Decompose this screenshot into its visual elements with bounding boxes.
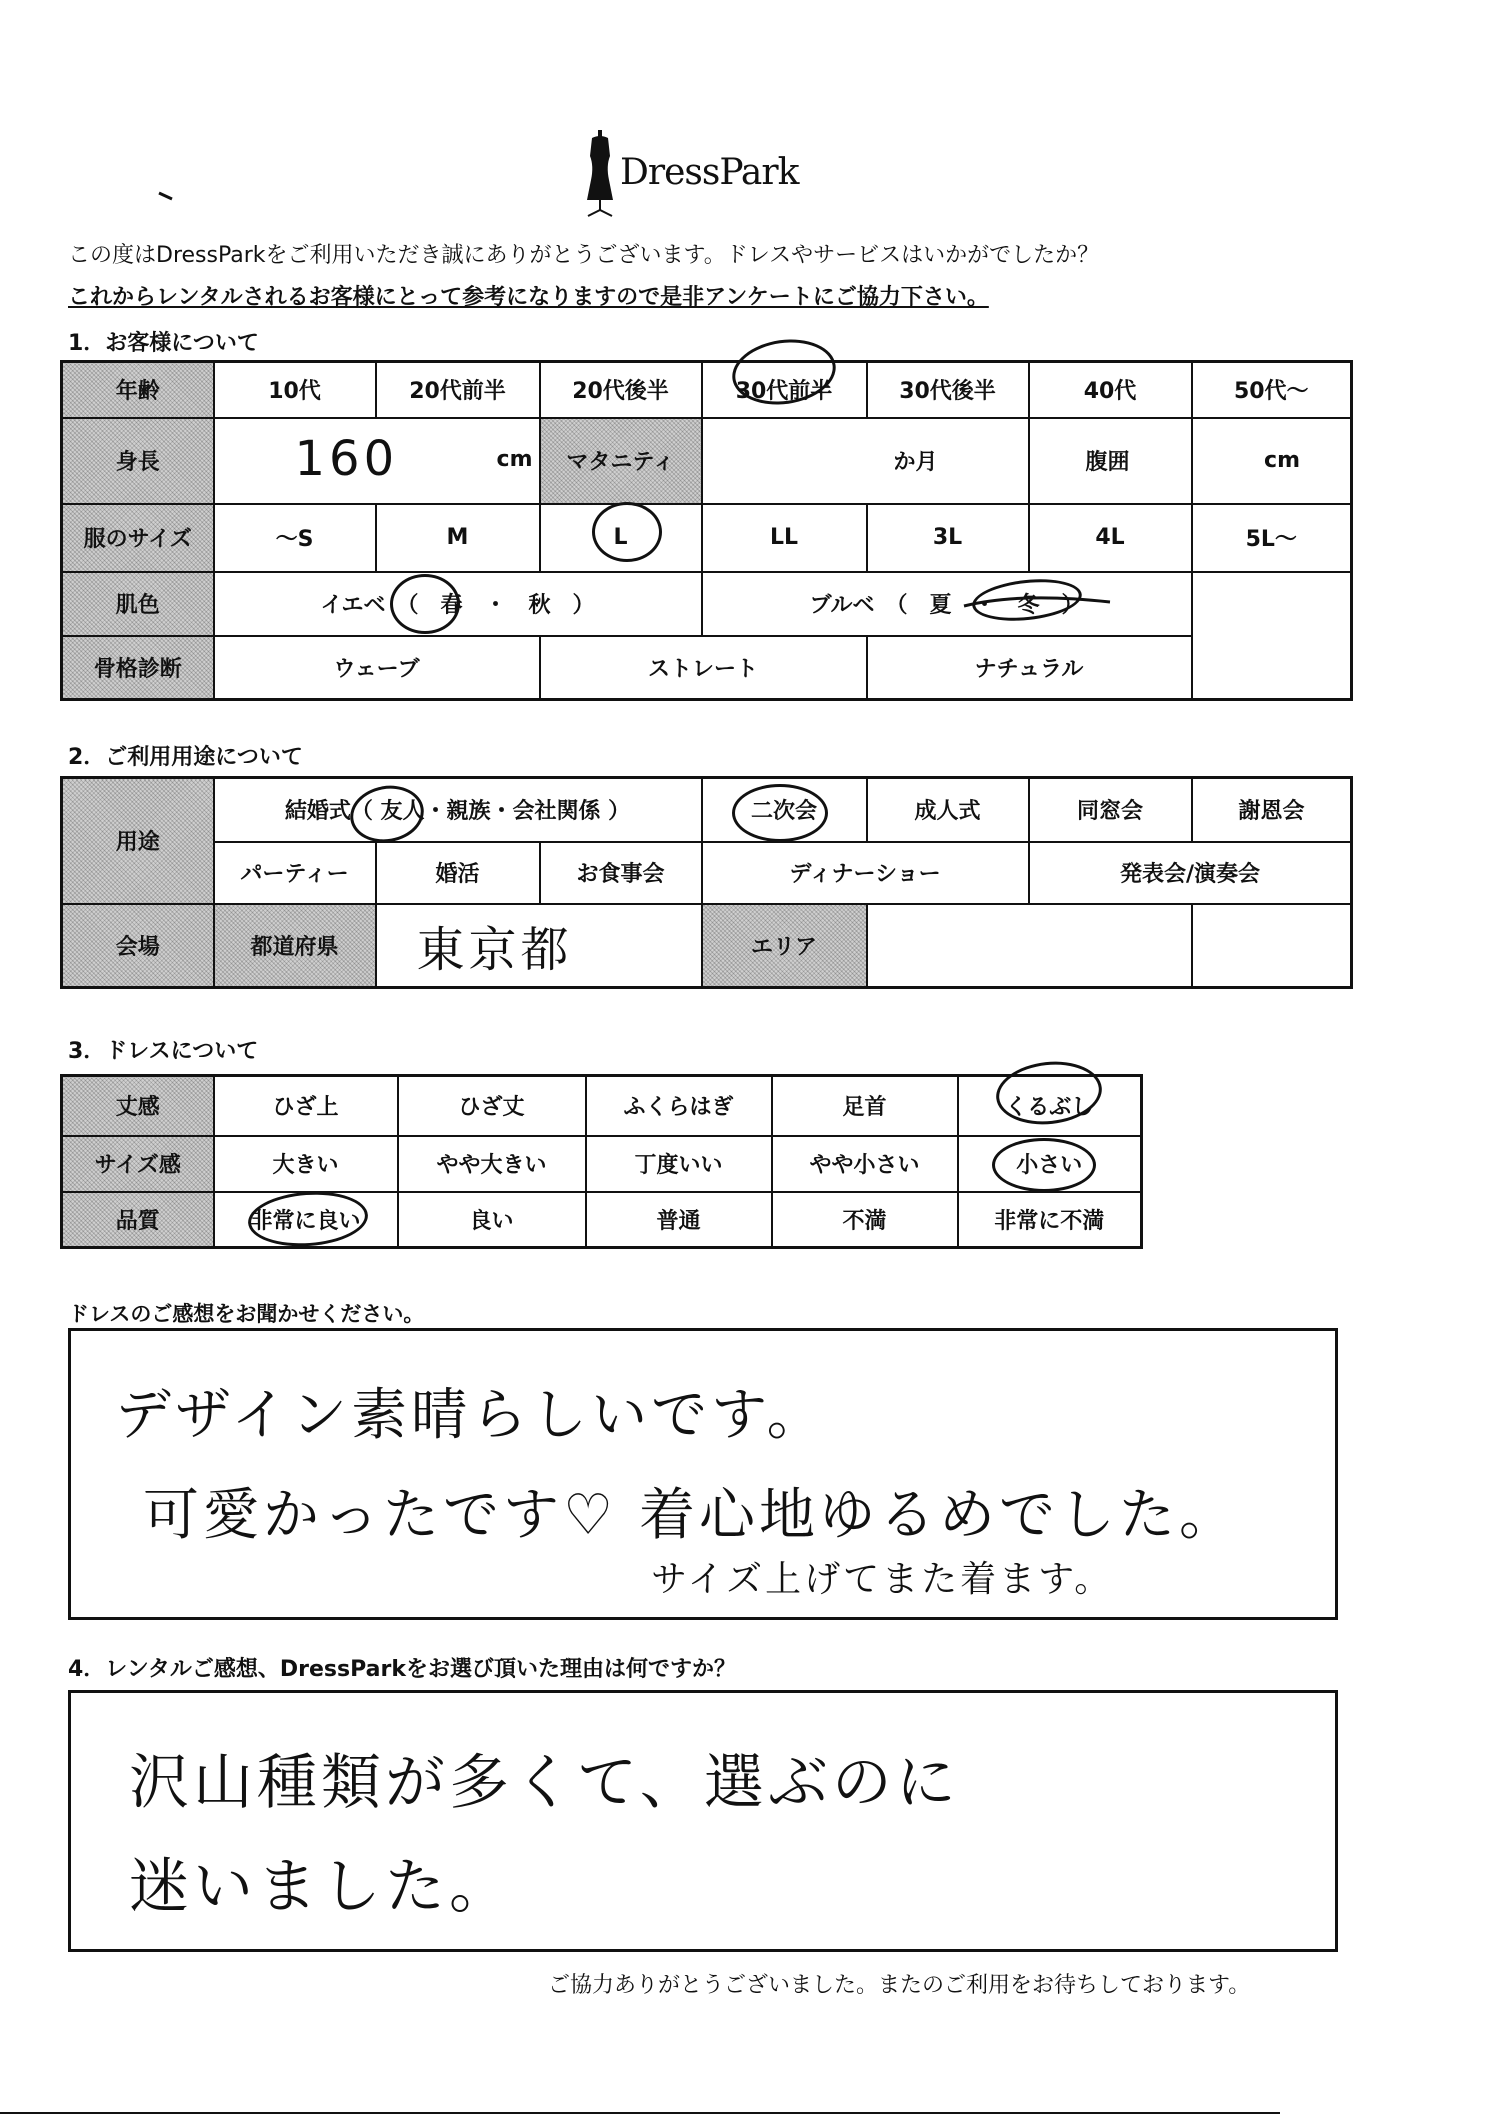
impressions-line: 可愛かったです♡ 着心地ゆるめでした。 [143, 1483, 1240, 1548]
section4-title: 4．レンタルご感想、DressParkをお選び頂いた理由は何ですか？ [68, 1657, 736, 1682]
purpose-option[interactable]: パーティー [214, 842, 376, 904]
size-option[interactable]: 5L～ [1192, 504, 1352, 572]
frame-option[interactable]: ストレート [540, 636, 867, 700]
size-option[interactable]: L [540, 504, 702, 572]
thank-you-footer: ご協力ありがとうございました。またのご利用をお待ちしております。 [548, 1973, 1251, 1998]
fit-option[interactable]: やや小さい [772, 1136, 958, 1192]
frame-label: 骨格診断 [62, 636, 214, 700]
strike-mark [960, 588, 1120, 618]
frame-option[interactable]: ナチュラル [867, 636, 1192, 700]
quality-option[interactable]: 非常に不満 [958, 1192, 1142, 1248]
size-option[interactable]: 4L [1029, 504, 1192, 572]
age-label: 年齢 [62, 362, 214, 418]
pen-mark [158, 186, 174, 196]
area-label: エリア [702, 904, 867, 988]
section2-title: 2．ご利用用途について [68, 745, 303, 770]
bottom-rule [0, 2112, 1280, 2114]
impressions-textarea[interactable] [68, 1328, 1338, 1620]
purpose-option[interactable]: 二次会 [702, 778, 867, 842]
purpose-option[interactable]: 発表会/演奏会 [1029, 842, 1352, 904]
purpose-option[interactable]: 婚活 [376, 842, 540, 904]
empty-cell [1192, 636, 1352, 700]
height-value: 160 [294, 430, 399, 487]
reason-line: 迷いました。 [129, 1852, 513, 1922]
fit-option[interactable]: 小さい [958, 1136, 1142, 1192]
maternity-months-field[interactable] [702, 418, 1029, 504]
brand-name: DressPark [620, 152, 799, 193]
length-option[interactable]: ひざ上 [214, 1076, 398, 1136]
waist-label: 腹囲 [1029, 418, 1192, 504]
months-unit: か月 [893, 450, 938, 475]
age-option[interactable]: 20代後半 [540, 362, 702, 418]
purpose-option[interactable]: 同窓会 [1029, 778, 1192, 842]
maternity-label: マタニティ [540, 418, 702, 504]
prefecture-label: 都道府県 [214, 904, 376, 988]
prefecture-field[interactable] [376, 904, 702, 988]
impressions-line: デザイン素晴らしいです。 [115, 1383, 827, 1448]
quality-option[interactable]: 不満 [772, 1192, 958, 1248]
section3-title: 3．ドレスについて [68, 1039, 259, 1064]
waist-field[interactable] [1192, 418, 1352, 504]
age-option[interactable]: 50代～ [1192, 362, 1352, 418]
fit-option[interactable]: 丁度いい [586, 1136, 772, 1192]
quality-option[interactable]: 良い [398, 1192, 586, 1248]
waist-unit: cm [1264, 448, 1300, 473]
age-option[interactable]: 40代 [1029, 362, 1192, 418]
reason-line: 沢山種類が多くて、選ぶのに [129, 1748, 960, 1818]
age-option[interactable]: 30代後半 [867, 362, 1029, 418]
intro-text: この度はDressParkをご利用いただき誠にありがとうございます。ドレスやサービスはいかがでしたか？ [68, 243, 1100, 268]
skin-yellow-option[interactable]: イエベ （ 春 ・ 秋 ） [214, 572, 702, 636]
impressions-prompt: ドレスのご感想をお聞かせください。 [68, 1302, 425, 1326]
purpose-option[interactable]: ディナーショー [702, 842, 1029, 904]
size-option[interactable]: 3L [867, 504, 1029, 572]
impressions-line: サイズ上げてまた着ます。 [651, 1559, 1114, 1600]
empty-cell [1192, 572, 1352, 636]
length-option[interactable]: ひざ丈 [398, 1076, 586, 1136]
intro-request: これからレンタルされるお客様にとって参考になりますので是非アンケートにご協力下さい。 [68, 285, 989, 310]
length-label: 丈感 [62, 1076, 214, 1136]
quality-option[interactable]: 普通 [586, 1192, 772, 1248]
venue-label: 会場 [62, 904, 214, 988]
section1-title: 1．お客様について [68, 331, 259, 356]
prefecture-value: 東京都 [416, 921, 573, 978]
fit-option[interactable]: やや大きい [398, 1136, 586, 1192]
quality-option[interactable]: 非常に良い [214, 1192, 398, 1248]
age-option[interactable]: 20代前半 [376, 362, 540, 418]
size-label: 服のサイズ [62, 504, 214, 572]
brand-logo [580, 130, 820, 220]
height-field[interactable] [214, 418, 540, 504]
age-option[interactable]: 30代前半 [702, 362, 867, 418]
reason-textarea[interactable] [68, 1690, 1338, 1952]
dress-form-icon [582, 130, 618, 220]
area-field[interactable] [867, 904, 1192, 988]
empty-cell [1192, 904, 1352, 988]
purpose-option[interactable]: 謝恩会 [1192, 778, 1352, 842]
length-option[interactable]: くるぶし [958, 1076, 1142, 1136]
dress-table [60, 1074, 1143, 1249]
purpose-option[interactable]: お食事会 [540, 842, 702, 904]
fit-option[interactable]: 大きい [214, 1136, 398, 1192]
skin-blue-option[interactable]: ブルベ （ 夏 ・ 冬 ） [702, 572, 1192, 636]
fit-label: サイズ感 [62, 1136, 214, 1192]
purpose-table [60, 776, 1353, 989]
skin-label: 肌色 [62, 572, 214, 636]
size-option[interactable]: ～S [214, 504, 376, 572]
customer-table [60, 360, 1353, 701]
length-option[interactable]: ふくらはぎ [586, 1076, 772, 1136]
frame-option[interactable]: ウェーブ [214, 636, 540, 700]
height-label: 身長 [62, 418, 214, 504]
size-option[interactable]: LL [702, 504, 867, 572]
purpose-label: 用途 [62, 778, 214, 904]
height-unit: cm [496, 446, 533, 472]
size-option[interactable]: M [376, 504, 540, 572]
quality-label: 品質 [62, 1192, 214, 1248]
length-option[interactable]: 足首 [772, 1076, 958, 1136]
purpose-option[interactable]: 成人式 [867, 778, 1029, 842]
age-option[interactable]: 10代 [214, 362, 376, 418]
purpose-option[interactable]: 結婚式（ 友人・親族・会社関係 ） [214, 778, 702, 842]
